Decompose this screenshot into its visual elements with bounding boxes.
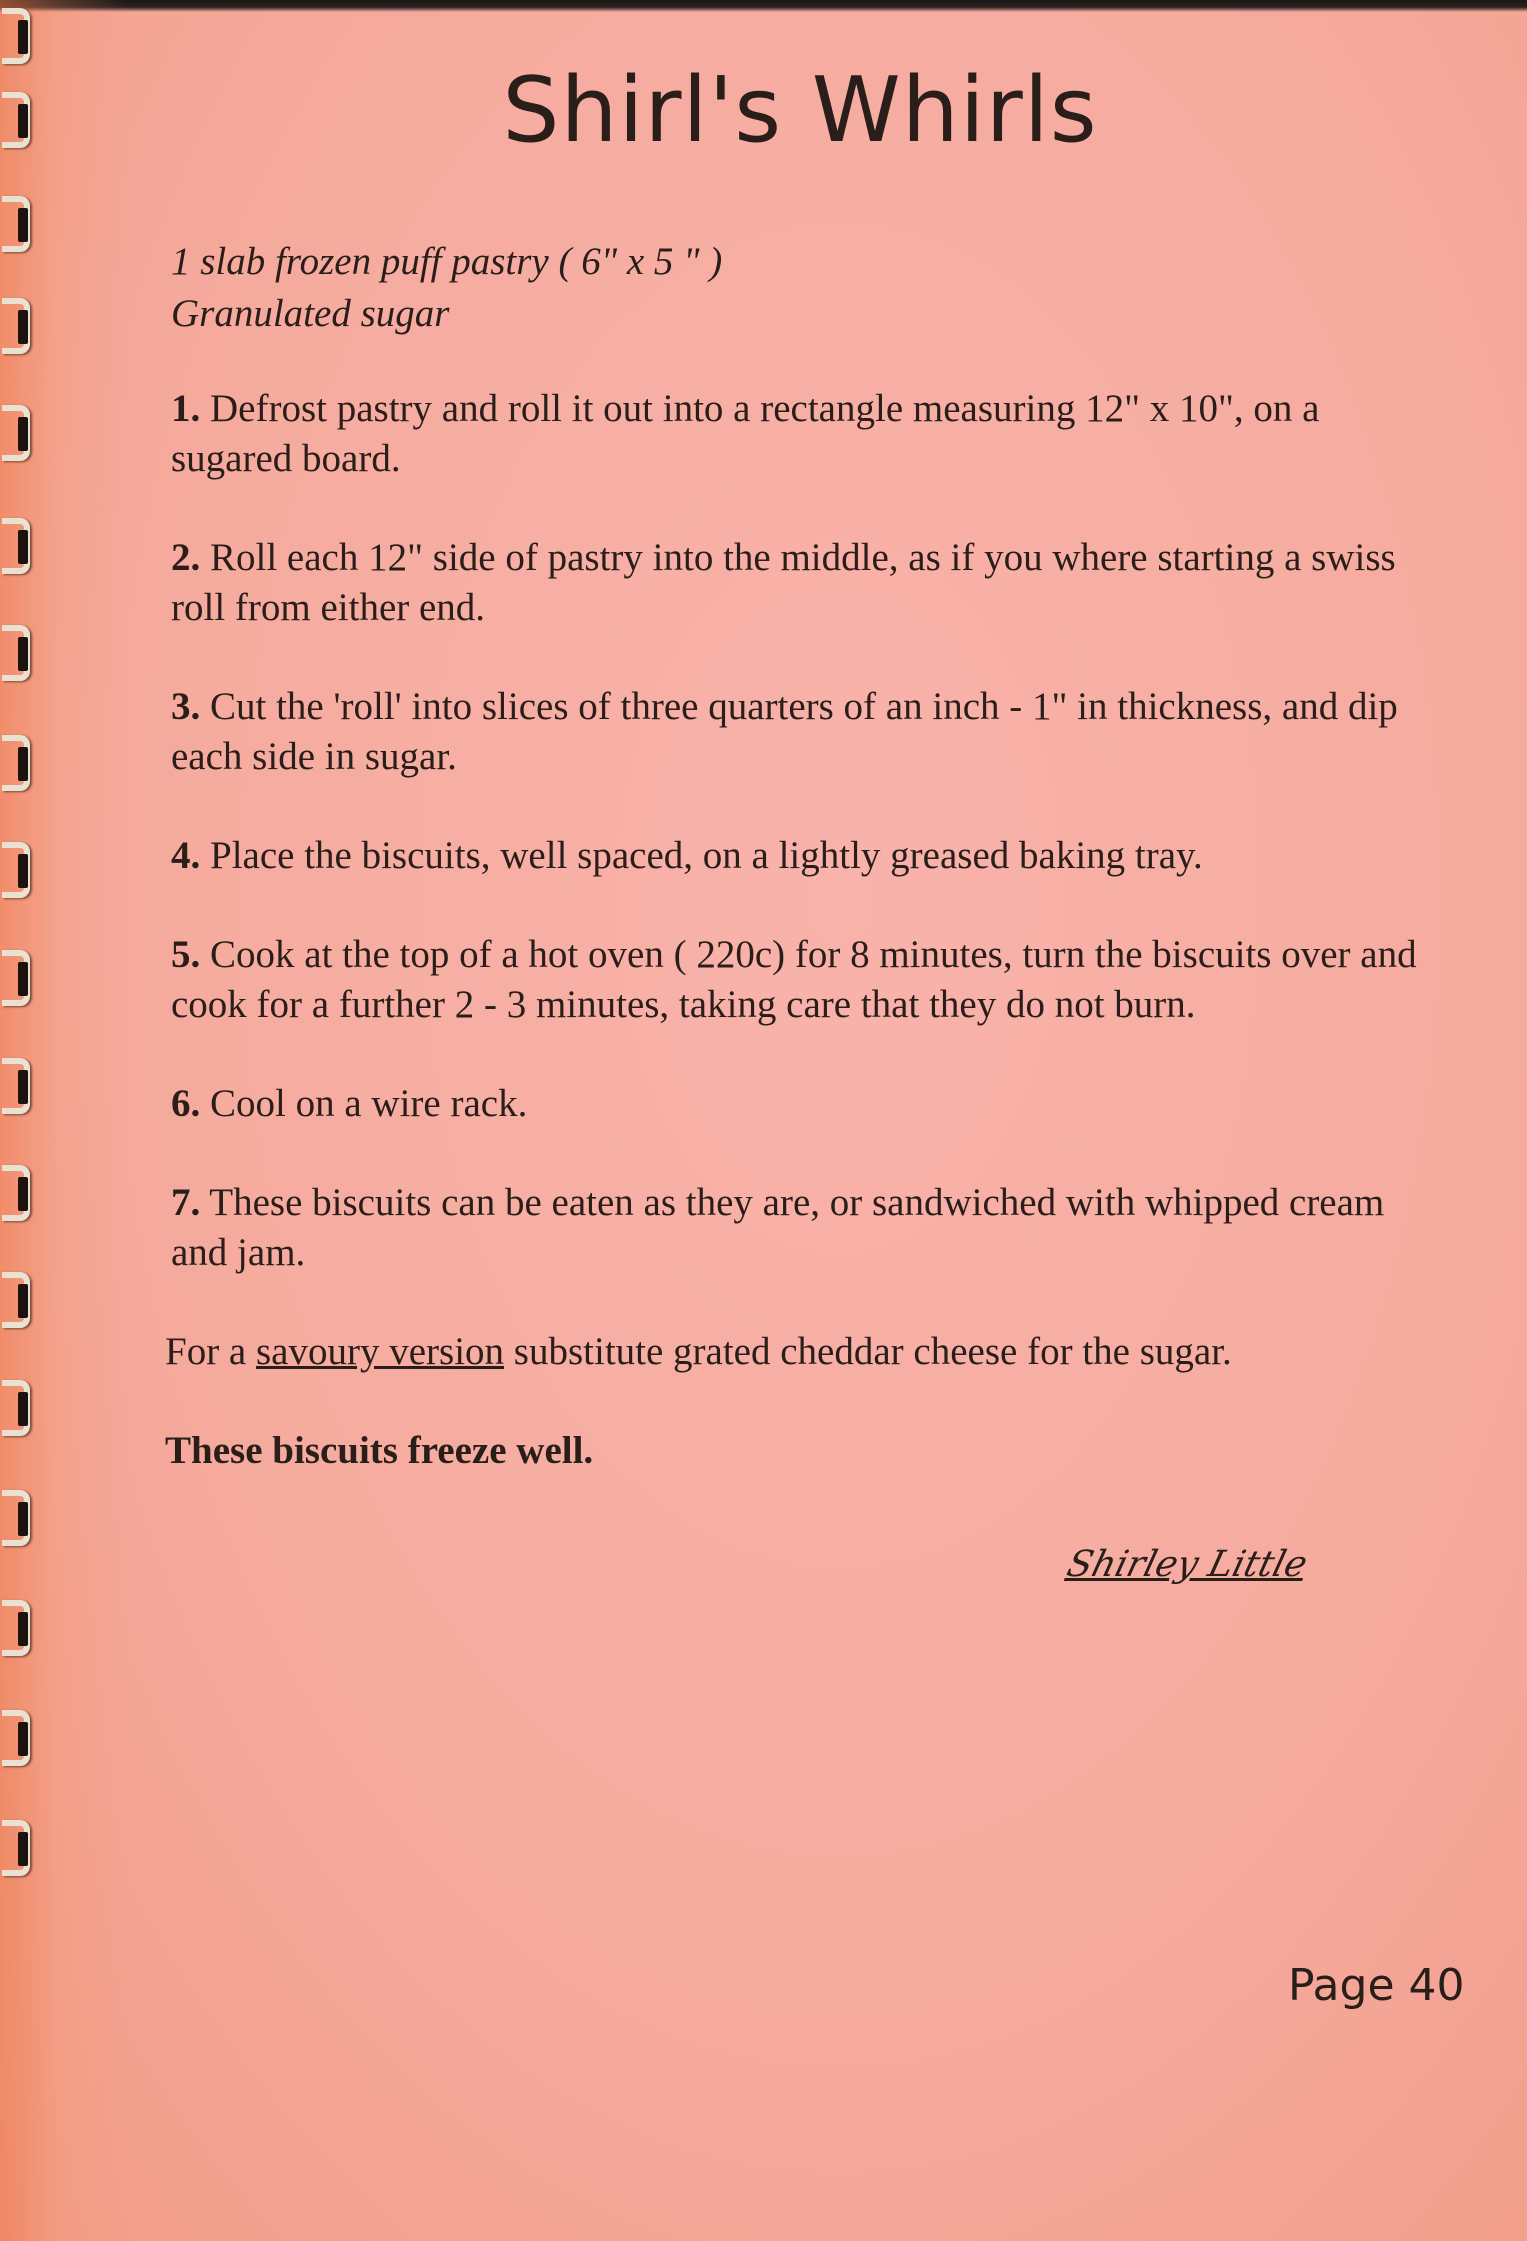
note-suffix: substitute grated cheddar cheese for the sugar. bbox=[504, 1330, 1232, 1373]
step-item bbox=[171, 831, 1435, 881]
spiral-binding bbox=[0, 0, 40, 2241]
binding-ring bbox=[2, 1272, 32, 1324]
ingredient-item: 1 slab frozen puff pastry ( 6" x 5 " ) bbox=[171, 240, 723, 283]
binding-ring bbox=[2, 735, 32, 787]
step-number: 3. bbox=[171, 685, 201, 728]
binding-ring bbox=[2, 842, 32, 894]
top-edge-shadow bbox=[0, 0, 1527, 12]
step-text: Cook at the top of a hot oven ( 220c) for 8 minutes, turn the biscuits over and cook for a further 2 - 3 minutes, taking care that they do not burn. bbox=[171, 933, 1417, 1026]
binding-ring bbox=[2, 298, 32, 350]
step-text: These biscuits can be eaten as they are, or sandwiched with whipped cream and jam. bbox=[171, 1181, 1385, 1274]
step-text: Place the biscuits, well spaced, on a lightly greased baking tray. bbox=[200, 834, 1203, 877]
step-number: 4. bbox=[171, 834, 201, 877]
step-text: Defrost pastry and roll it out into a rectangle measuring 12" x 10", on a sugared board. bbox=[171, 387, 1320, 480]
step-item bbox=[171, 384, 1435, 484]
step-item bbox=[171, 533, 1435, 633]
ingredient-item: Granulated sugar bbox=[171, 292, 450, 335]
step-text: Cool on a wire rack. bbox=[200, 1082, 528, 1125]
step-number: 2. bbox=[171, 536, 201, 579]
step-item bbox=[171, 1178, 1435, 1278]
binding-ring bbox=[2, 1820, 32, 1872]
step-number: 5. bbox=[171, 933, 201, 976]
ingredient-list bbox=[171, 236, 1435, 340]
variation-note bbox=[165, 1327, 1435, 1377]
binding-ring bbox=[2, 1600, 32, 1652]
savoury-version-text: savoury version bbox=[256, 1330, 505, 1373]
binding-ring bbox=[2, 1490, 32, 1542]
step-number: 7. bbox=[171, 1181, 201, 1224]
binding-ring bbox=[2, 405, 32, 457]
binding-ring bbox=[2, 1710, 32, 1762]
step-number: 1. bbox=[171, 387, 201, 430]
step-item bbox=[171, 1079, 1435, 1129]
page-number: Page 40 bbox=[1288, 1960, 1465, 2011]
binding-ring bbox=[2, 8, 32, 60]
step-number: 6. bbox=[171, 1082, 201, 1125]
binding-ring bbox=[2, 950, 32, 1002]
recipe-body bbox=[165, 236, 1435, 1476]
author-signature: Shirley Little bbox=[1062, 1544, 1312, 1585]
binding-ring bbox=[2, 196, 32, 248]
binding-ring bbox=[2, 625, 32, 677]
binding-ring bbox=[2, 518, 32, 570]
binding-ring bbox=[2, 1165, 32, 1217]
step-text: Cut the 'roll' into slices of three quarters of an inch - 1" in thickness, and dip each side in sugar. bbox=[171, 685, 1398, 778]
step-item bbox=[171, 930, 1435, 1030]
freeze-note: These biscuits freeze well. bbox=[165, 1429, 594, 1472]
page-title: Shirl's Whirls bbox=[502, 58, 1098, 163]
binding-ring bbox=[2, 1058, 32, 1110]
note-prefix: For a bbox=[165, 1330, 256, 1373]
step-item bbox=[171, 682, 1435, 782]
binding-ring bbox=[2, 1380, 32, 1432]
step-text: Roll each 12" side of pastry into the middle, as if you where starting a swiss roll from either end. bbox=[171, 536, 1396, 629]
